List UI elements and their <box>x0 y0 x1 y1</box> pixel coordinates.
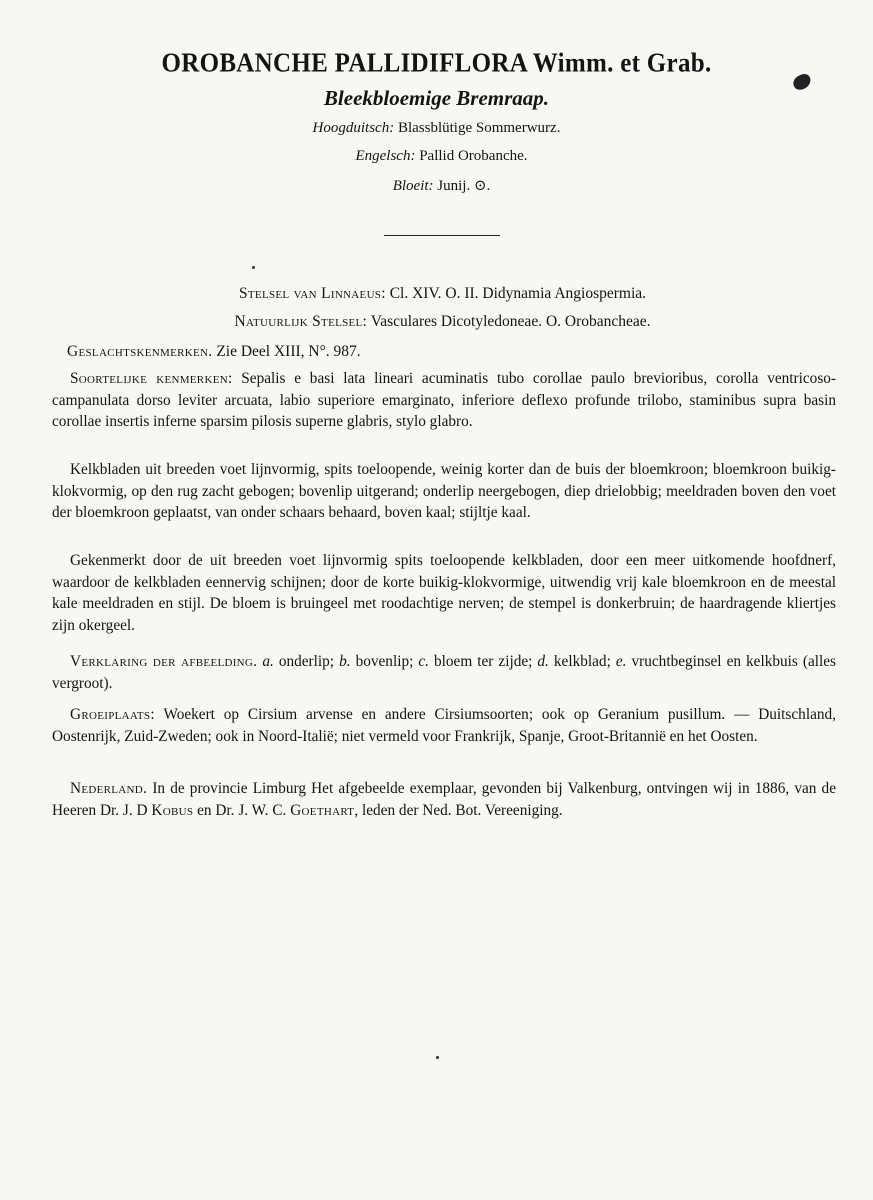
bloom-line <box>0 176 873 195</box>
dutch-common-name: Bleekbloemige Bremraap. <box>323 86 550 110</box>
figure-key-b-text: bovenlip; <box>355 653 414 670</box>
figure-key-d: d. <box>537 653 549 670</box>
netherlands-section <box>52 778 836 821</box>
natural-value: Vasculares Dicotyledoneae. O. Orobancheae. <box>370 313 651 330</box>
habitat-section <box>52 704 836 747</box>
goethart-name: Goethart <box>290 801 355 819</box>
speck-mark <box>436 1056 439 1059</box>
linnaeus-value: Cl. XIV. O. II. Didynamia Angiospermia. <box>389 285 647 302</box>
figure-key-d-text: kelkblad; <box>553 653 611 670</box>
natural-label: Natuurlijk Stelsel: <box>234 313 368 330</box>
genus-label: Geslachtskenmerken. <box>67 343 213 360</box>
nederland-label: Nederland. <box>70 780 148 797</box>
german-name-line <box>0 120 873 137</box>
bloom-value: Junij. ⊙. <box>437 178 491 194</box>
figure-key-c-text: bloem ter zijde; <box>434 653 533 670</box>
natural-system-line <box>0 313 873 331</box>
english-label: Engelsch: <box>355 148 416 164</box>
figure-key-e: e. <box>615 653 627 670</box>
gekenmerkt-text: Gekenmerkt door de uit breeden voet lijnvormig spits toeloopende kelkbladen, door een meer uitkomende hoofdnerf, waardoor de kelkbladen eennervig schijnen; door de korte buikig-klokvormige, uitwendig vrij kale bloemkroon en de meestal kale meeldraden en stijl. De bloem is bruingeel met roodachtige nerven; de stempel is donkerbruin; de haardragende kliertjes zijn okergeel. <box>52 552 836 634</box>
species-title: OROBANCHE PALLIDIFLORA Wimm. et Grab. <box>161 48 712 79</box>
species-text: Sepalis e basi lata lineari acuminatis tubo corollae paulo brevioribus, corolla ventricoso-campanulata dorso leviter arcuata, labio superiore emarginato, inferiore deflexo profunde trilobo, staminibus supra basin corollae insertis inferne sparsim pilosis superne glabris, stylo glabro. <box>52 370 837 430</box>
bloom-label: Bloeit: <box>392 178 434 194</box>
verklaring-label: Verklaring der afbeelding. <box>70 653 258 670</box>
linnaeus-line <box>0 285 873 303</box>
speck-mark <box>252 266 255 269</box>
german-name: Blassblütige Sommerwurz. <box>397 120 561 136</box>
kobus-name: Kobus <box>151 801 194 819</box>
nederland-text-1: In de provincie Limburg Het afgebeelde exemplaar, gevonden bij Valkenburg, ontvingen wij in 1886, van de Heeren Dr. J. D <box>52 780 836 819</box>
gekenmerkt-description <box>52 550 836 636</box>
groeiplaats-label: Groeiplaats: <box>70 706 155 723</box>
section-divider <box>384 235 500 236</box>
figure-key-a-text: onderlip; <box>278 653 335 670</box>
nederland-text-2: en Dr. J. W. C. <box>197 801 287 819</box>
figure-key-e-text: vruchtbeginsel en kelkbuis (alles vergroot). <box>52 653 836 692</box>
linnaeus-label: Stelsel van Linnaeus: <box>238 285 386 302</box>
groeiplaats-text: Woekert op Cirsium arvense en andere Cirsiumsoorten; ook op Geranium pusillum. — Duitschland, Oostenrijk, Zuid-Zweden; ook in Noord-Italië; niet vermeld voor Frankrijk, Spanje, Groot-Britannië en het Oosten. <box>52 706 836 745</box>
german-label: Hoogduitsch: <box>312 120 395 136</box>
species-characteristics <box>52 368 836 433</box>
english-name-line <box>0 148 873 165</box>
figure-key-b: b. <box>339 653 351 670</box>
kelk-text: Kelkbladen uit breeden voet lijnvormig, spits toeloopende, weinig korter dan de buis der bloemkroon; bloemkroon buikig-klokvormig, op den rug zacht gebogen; bovenlip uitgerand; onderlip neergebogen, diep drielobbig; meeldraden boven den voet der bloemkroon geplaatst, van onder schaars behaard, boven kaal; stijltje kaal. <box>52 461 836 521</box>
figure-key-c: c. <box>418 653 429 670</box>
english-name: Pallid Orobanche. <box>419 148 528 164</box>
kelk-description <box>52 459 836 524</box>
genus-value: Zie Deel XIII, N°. 987. <box>216 343 361 360</box>
species-label: Soortelijke kenmerken: <box>70 370 233 387</box>
figure-explanation <box>52 651 836 694</box>
figure-key-a: a. <box>262 653 274 670</box>
nederland-text-3: , leden der Ned. Bot. Vereeniging. <box>354 801 563 819</box>
genus-line <box>67 343 767 361</box>
